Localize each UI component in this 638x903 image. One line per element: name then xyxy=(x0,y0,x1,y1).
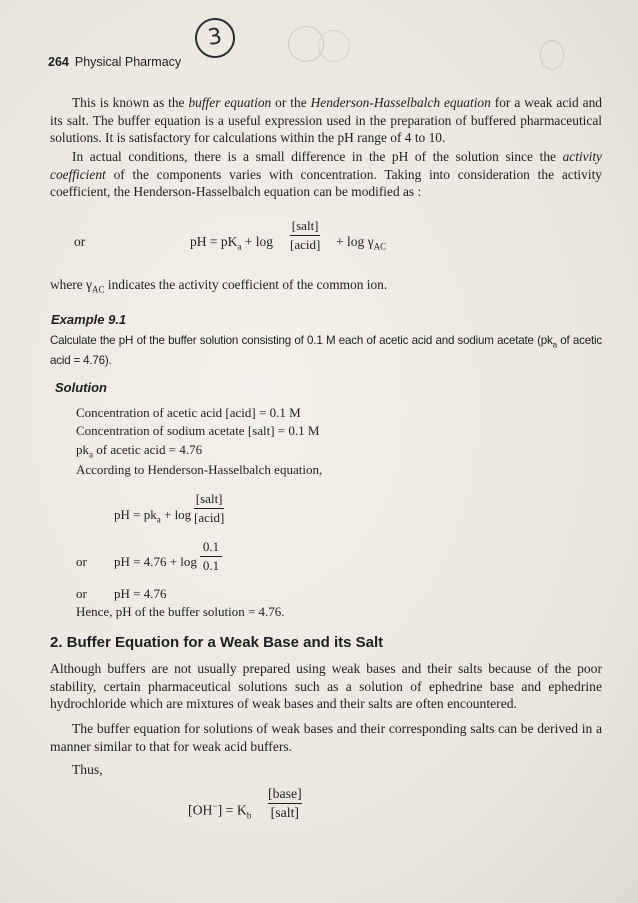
circled-number: 3 xyxy=(206,24,224,51)
solution-eqC: pH = 4.76 xyxy=(114,586,167,601)
faint-circle-mark xyxy=(540,40,564,70)
where-line: where $\gamma_{AC}$ indicates the activity coefficient of the common ion. xyxy=(50,277,388,295)
circled-number-annotation xyxy=(192,15,237,60)
section2-paragraph-1: Although buffers are not usually prepared using weak bases and their salts because of the poor stability, certain pharmaceutical solutions such as a solution of ephedrine base and ephedrine hydrochloride which are mixtures of weak bases and their salts are often encountered. xyxy=(50,661,602,712)
solution-line-according: According to Henderson-Hasselbalch equation, xyxy=(76,462,323,477)
page-number: 264 xyxy=(48,55,69,69)
base-eq-numerator: [base] xyxy=(268,786,302,801)
paragraph-activity-coefficient: In actual conditions, there is a small difference in the pH of the solution since the activity coefficient of the components varies with concentration. Taking into consideration the activity coefficient, the Henderson-Hasselbalch equation can be modified as : xyxy=(50,149,602,200)
eq1-or: or xyxy=(74,234,86,249)
solution-eqB-lhs: pH = 4.76 + log xyxy=(114,554,197,569)
solution-title: Solution xyxy=(55,380,107,395)
faint-circle-mark xyxy=(318,30,350,62)
solution-eqB-fraction: 0.1 0.1 xyxy=(200,539,222,574)
solution-line-salt: Concentration of sodium acetate [salt] = 0.1 M xyxy=(76,423,320,438)
paragraph-buffer-equation: This is known as the buffer equation or the Henderson-Hasselbalch equation for a weak acid and its salt. The buffer equation is a useful expression used in the preparation of buffered pharmaceutical solutions. It is satisfactory for calculations within the pH range of 4 to 10. xyxy=(50,95,602,146)
base-eq-fraction xyxy=(268,786,302,821)
eq1-numerator: [salt] xyxy=(291,218,319,233)
solution-line-pka: $pk_a$ of acetic acid = 4.76 xyxy=(76,442,203,460)
term-buffer-equation: buffer equation xyxy=(188,95,272,110)
eq1-fraction xyxy=(290,218,320,253)
example-title: Example 9.1 xyxy=(51,312,127,327)
solution-conclusion: Hence, pH of the buffer solution = 4.76. xyxy=(76,604,285,619)
solution-eqA-lhs: pH = $pk_a + \log$ xyxy=(114,507,192,525)
example-question: Calculate the pH of the buffer solution consisting of 0.1 M each of acetic acid and sodium acetate ($pk_a$ of acetic acid = 4.76). xyxy=(50,334,602,368)
eq1-denominator: [acid] xyxy=(290,237,321,252)
eq1-tail: + $\log \gamma_{AC}$ xyxy=(336,234,387,252)
term-henderson-hasselbalch: Henderson-Hasselbalch equation xyxy=(310,95,491,110)
book-title: Physical Pharmacy xyxy=(74,55,182,69)
base-eq-denominator: [salt] xyxy=(270,805,300,820)
solution-eqC-or: or xyxy=(76,586,87,601)
term-activity-coefficient: activity coefficient xyxy=(50,149,602,182)
running-header xyxy=(48,55,181,69)
eq1-lhs: pH = $pK_a + \log$ xyxy=(190,234,273,252)
section2-paragraph-2: The buffer equation for solutions of weak bases and their corresponding salts can be derived in a manner similar to that for weak acid buffers. xyxy=(50,721,602,754)
solution-eqB-or: or xyxy=(76,554,87,569)
solution-line-acid: Concentration of acetic acid [acid] = 0.1 M xyxy=(76,405,301,420)
section-heading: 2. Buffer Equation for a Weak Base and its Salt xyxy=(50,634,384,651)
section2-thus: Thus, xyxy=(72,762,103,777)
solution-eqA-fraction: [salt] [acid] xyxy=(194,491,225,525)
base-eq-lhs: $[OH^-] = K_b$ xyxy=(188,801,252,821)
